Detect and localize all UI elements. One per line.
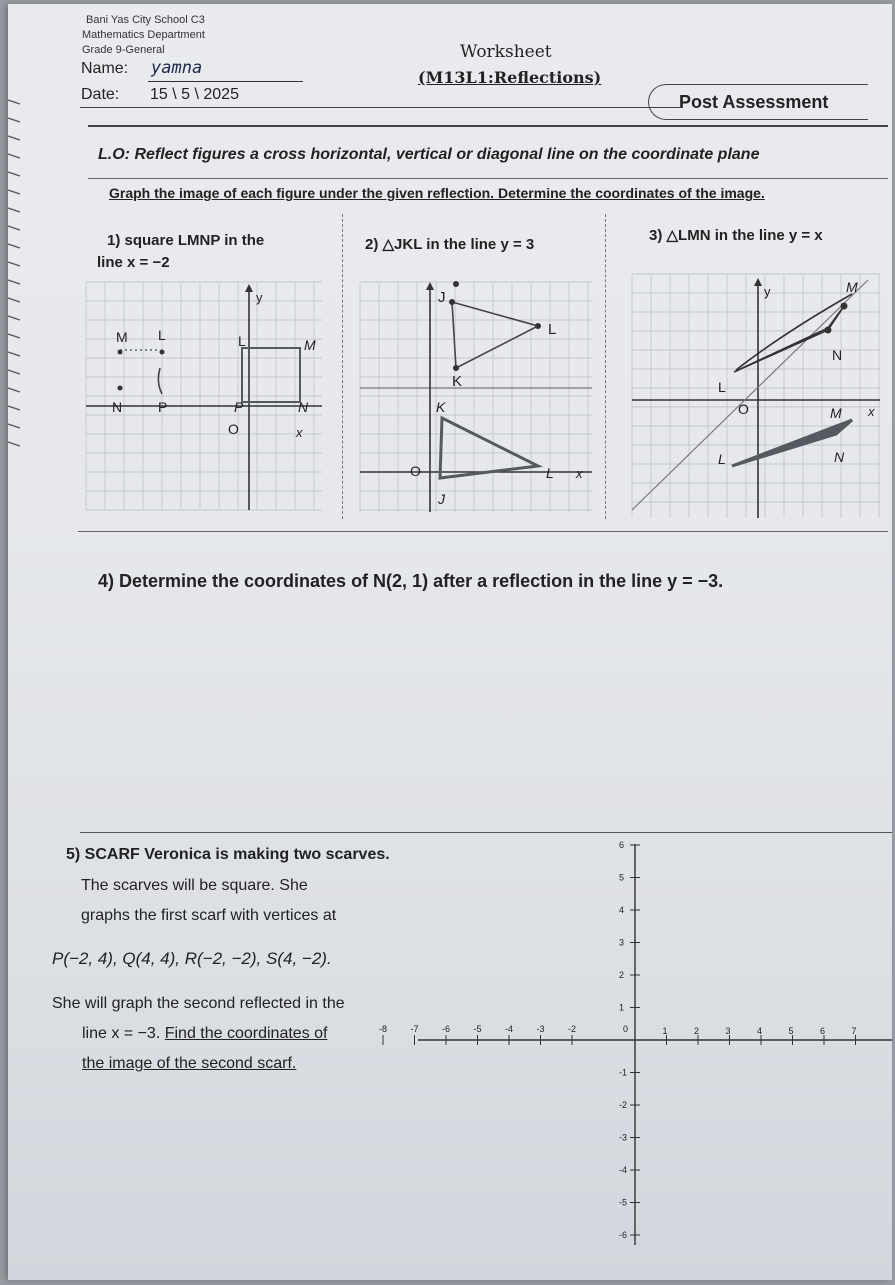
origin-label: O (410, 463, 421, 479)
x-label: x (868, 404, 875, 419)
binding-mark (8, 334, 20, 338)
instructions: Graph the image of each figure under the given reflection. Determine the coordinates of the image. (109, 185, 765, 201)
image-side (158, 368, 162, 394)
x-tick-label: -7 (410, 1024, 419, 1034)
question-5-rule (80, 832, 892, 833)
image-l-label: L (718, 379, 726, 395)
x-tick-label: 7 (851, 1026, 857, 1036)
binding-mark (8, 154, 20, 158)
vertex-k-label: K (436, 399, 446, 415)
binding-mark (8, 352, 20, 356)
y-tick-label: -3 (619, 1132, 628, 1143)
column-divider-1 (342, 214, 343, 519)
vertex-n-label: N (298, 399, 309, 415)
y-tick-label: 3 (619, 937, 625, 948)
binding-mark (8, 136, 20, 140)
image-vertex-l (160, 350, 165, 355)
vertex-l-label: L (238, 333, 246, 349)
y-tick-label: 6 (619, 840, 625, 850)
date-label: Date: (81, 86, 120, 103)
binding-mark (8, 298, 20, 302)
image-m-label: M (846, 279, 858, 295)
learning-objective: L.O: Reflect figures a cross horizontal, vertical or diagonal line on the coordinate plane (98, 146, 760, 163)
question-5-line6 (82, 1025, 327, 1043)
image-vertex-n (118, 386, 123, 391)
worksheet-title: Worksheet (460, 42, 552, 62)
origin-label: 0 (623, 1024, 629, 1034)
binding-mark (8, 208, 20, 212)
image-vertex-k (453, 365, 459, 371)
image-l-label: L (158, 327, 166, 343)
x-tick-label: 4 (757, 1026, 763, 1036)
image-m-label: M (116, 329, 128, 345)
binding-mark (8, 406, 20, 410)
y-tick-label: 5 (619, 872, 625, 883)
x-tick-label: -3 (536, 1024, 545, 1034)
x-tick-label: -5 (473, 1024, 482, 1034)
binding-mark (8, 262, 20, 266)
question-1-line2: line x = −2 (97, 254, 170, 271)
vertex-m-label: M (304, 337, 316, 353)
question-5-line5: She will graph the second reflected in the (52, 995, 345, 1012)
x-tick-label: 3 (725, 1026, 731, 1036)
question-5-find: Find the coordinates of (164, 1025, 328, 1042)
y-tick-label: 2 (619, 970, 625, 980)
y-axis-arrow (754, 278, 762, 286)
y-tick-label: -6 (619, 1230, 628, 1240)
image-triangle (734, 306, 844, 372)
objective-bottom-rule (88, 178, 888, 179)
date-value: 15 \ 5 \ 2025 (150, 86, 239, 103)
line-y-equals-x (632, 280, 868, 510)
square-lmnp (242, 348, 300, 402)
graph-1 (86, 282, 322, 510)
worksheet-page (8, 4, 892, 1280)
binding-mark (8, 244, 20, 248)
graph-3 (632, 274, 880, 518)
graph-2 (360, 282, 592, 512)
image-vertex-l (535, 323, 541, 329)
binding-mark (8, 172, 20, 176)
objective-top-rule (88, 125, 888, 127)
origin-label: O (228, 421, 239, 437)
question-5-vertices: P(−2, 4), Q(4, 4), R(−2, −2), S(4, −2). (52, 949, 332, 968)
binding-mark (8, 388, 20, 392)
image-dot-top (453, 281, 459, 287)
binding-mark (8, 100, 20, 104)
binding-mark (8, 226, 20, 230)
name-label: Name: (81, 60, 129, 77)
origin-label: O (738, 401, 749, 417)
vertex-p-label: P (234, 399, 244, 415)
binding-mark (8, 190, 20, 194)
y-label: y (764, 284, 771, 299)
image-vertex-n (825, 327, 832, 334)
y-tick-label: -5 (619, 1197, 628, 1208)
department-name: Mathematics Department (82, 29, 205, 41)
binding-mark (8, 118, 20, 122)
x-tick-label: -8 (379, 1024, 388, 1034)
binding-mark (8, 370, 20, 374)
x-tick-label: -2 (568, 1024, 577, 1034)
y-tick-label: 4 (619, 905, 625, 915)
column-divider-2 (605, 214, 606, 519)
image-vertex-m (118, 350, 123, 355)
y-tick-label: 1 (619, 1002, 625, 1013)
question-5-title: 5) SCARF Veronica is making two scarves. (66, 846, 390, 863)
assessment-badge: Post Assessment (648, 84, 868, 120)
y-tick-label: -4 (619, 1165, 628, 1175)
x-tick-label: 6 (820, 1026, 826, 1036)
vertex-m-label: M (830, 405, 842, 421)
binding-mark (8, 316, 20, 320)
x-label: x (576, 466, 583, 481)
x-tick-label: 2 (694, 1026, 700, 1036)
name-value: yamna (151, 58, 203, 78)
grade-label: Grade 9-General (82, 44, 165, 56)
image-vertex-j (449, 299, 455, 305)
question-1-line1: 1) square LMNP in the (107, 232, 265, 249)
question-5-line-eq: line x = −3. (82, 1025, 165, 1042)
binding-mark (8, 442, 20, 446)
question-2: 2) △JKL in the line y = 3 (365, 236, 535, 253)
image-l-label: L (548, 321, 557, 338)
name-underline (148, 81, 303, 82)
image-n-label: N (112, 399, 123, 415)
binding-edge (8, 94, 22, 444)
x-tick-label: 5 (788, 1026, 794, 1036)
y-label: y (256, 290, 263, 305)
y-axis-arrow (426, 282, 434, 290)
graph-5 (379, 840, 892, 1250)
question-5-line2: The scarves will be square. She (81, 877, 308, 894)
vertex-l-label: L (718, 451, 726, 467)
image-p-label: P (158, 399, 168, 415)
vertex-j-label: J (438, 491, 445, 507)
x-tick-label: -6 (442, 1024, 451, 1034)
school-name: Bani Yas City School C3 (86, 14, 205, 26)
image-n-label: N (832, 347, 843, 363)
vertex-l-label: L (546, 465, 554, 481)
question-4: 4) Determine the coordinates of N(2, 1) after a reflection in the line y = −3. (98, 571, 724, 591)
binding-mark (8, 424, 20, 428)
y-axis-arrow (245, 284, 253, 292)
image-k-label: K (452, 373, 463, 390)
x-tick-label: 1 (662, 1026, 668, 1036)
image-vertex-m (841, 303, 848, 310)
header-divider (80, 107, 680, 108)
image-j-label: J (438, 289, 446, 306)
x-label: x (296, 425, 303, 440)
section-divider (78, 531, 888, 532)
lesson-code: (M13L1:Reflections) (418, 68, 602, 87)
binding-mark (8, 280, 20, 284)
y-tick-label: -2 (619, 1100, 628, 1110)
x-tick-label: -4 (505, 1024, 514, 1034)
question-5-line3: graphs the first scarf with vertices at (81, 907, 337, 924)
question-3: 3) △LMN in the line y = x (649, 227, 823, 244)
question-5-line7: the image of the second scarf. (82, 1055, 297, 1072)
vertex-n-label: N (834, 449, 845, 465)
y-tick-label: -1 (619, 1067, 628, 1078)
